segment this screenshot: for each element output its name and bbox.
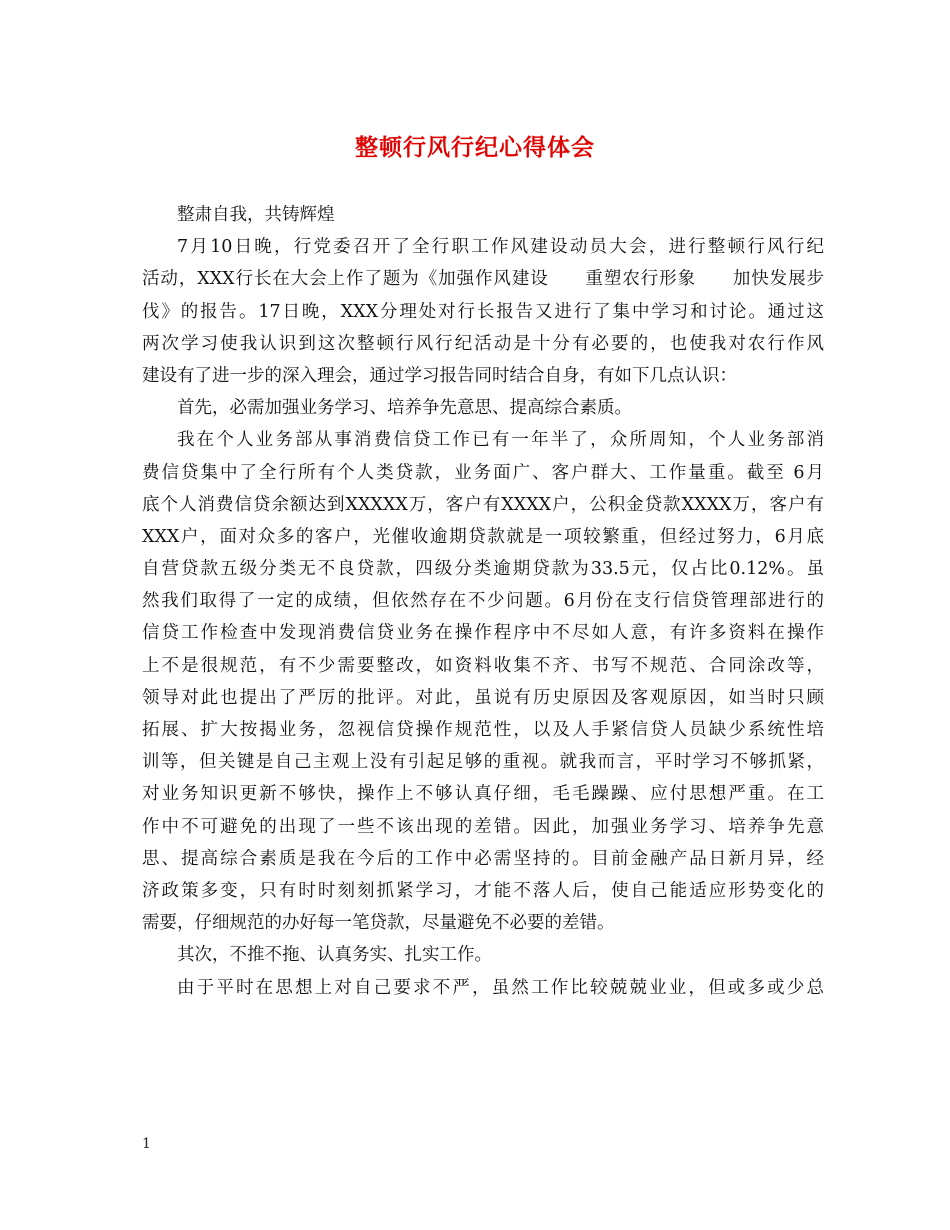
body-line: 需要，仔细规范的办好每一笔贷款，尽量避免不必要的差错。 [142, 913, 615, 934]
section-heading-second: 其次，不推不拖、认真务实、扎实工作。 [177, 945, 492, 966]
body-line: 上不是很规范，有不少需要整改，如资料收集不齐、书写不规范、合同涂改等， [142, 655, 824, 676]
body-line: 然我们取得了一定的成绩，但依然存在不少问题。6月份在支行信贷管理部进行的 [142, 591, 824, 612]
body-line: 伐》的报告。17日晚，XXX分理处对行长报告又进行了集中学习和讨论。通过这 [142, 301, 824, 322]
body-line: 领导对此也提出了严厉的批评。对此，虽说有历史原因及客观原因，如当时只顾 [142, 687, 824, 708]
body-line: 由于平时在思想上对自己要求不严，虽然工作比较兢兢业业，但或多或少总 [177, 977, 824, 998]
section-heading-first: 首先，必需加强业务学习、培养争先意思、提高综合素质。 [177, 398, 632, 419]
body-line: 济政策多变，只有时时刻刻抓紧学习，才能不落人后，使自己能适应形势变化的 [142, 880, 824, 901]
body-line-subtitle: 整肃自我，共铸辉煌 [177, 205, 335, 225]
body-line: 自营贷款五级分类无不良贷款，四级分类逾期贷款为33.5元，仅占比0.12%。虽 [142, 559, 824, 580]
body-line: XXX户，面对众多的客户，光催收逾期贷款就是一项较繁重，但经过努力，6月底 [142, 526, 824, 547]
body-line: 拓展、扩大按揭业务，忽视信贷操作规范性，以及人手紧信贷人员缺少系统性培 [142, 720, 824, 740]
document-title: 整顿行风行纪心得体会 [355, 134, 595, 161]
body-line: 作中不可避免的出现了一些不该出现的差错。因此，加强业务学习、培养争先意 [142, 816, 824, 837]
body-line: 活动，XXX行长在大会上作了题为《加强作风建设 重塑农行形象 加快发展步 [142, 269, 824, 290]
body-line: 对业务知识更新不够快，操作上不够认真仔细，毛毛躁躁、应付思想严重。在工 [142, 784, 824, 805]
document-body [142, 199, 824, 1004]
body-line: 费信贷集中了全行所有个人类贷款，业务面广、客户群大、工作量重。截至 6月 [142, 462, 824, 483]
body-line: 我在个人业务部从事消费信贷工作已有一年半了，众所周知，个人业务部消 [177, 430, 824, 451]
body-line: 训等，但关键是自己主观上没有引起足够的重视。就我而言，平时学习不够抓紧， [142, 752, 824, 773]
body-line: 底个人消费信贷余额达到XXXXX万，客户有XXXX户，公积金贷款XXXX万，客户有 [142, 494, 824, 515]
page-number: 1 [142, 1136, 151, 1152]
body-line: 思、提高综合素质是我在今后的工作中必需坚持的。目前金融产品日新月异，经 [142, 848, 824, 869]
body-line: 两次学习使我认识到这次整顿行风行纪活动是十分有必要的，也使我对农行作风 [142, 333, 824, 354]
body-line: 7月10日晚，行党委召开了全行职工作风建设动员大会，进行整顿行风行纪 [177, 237, 824, 258]
body-line: 信贷工作检查中发现消费信贷业务在操作程序中不尽如人意，有许多资料在操作 [142, 623, 824, 644]
body-line: 建设有了进一步的深入理会，通过学习报告同时结合自身，有如下几点认识： [142, 365, 737, 386]
